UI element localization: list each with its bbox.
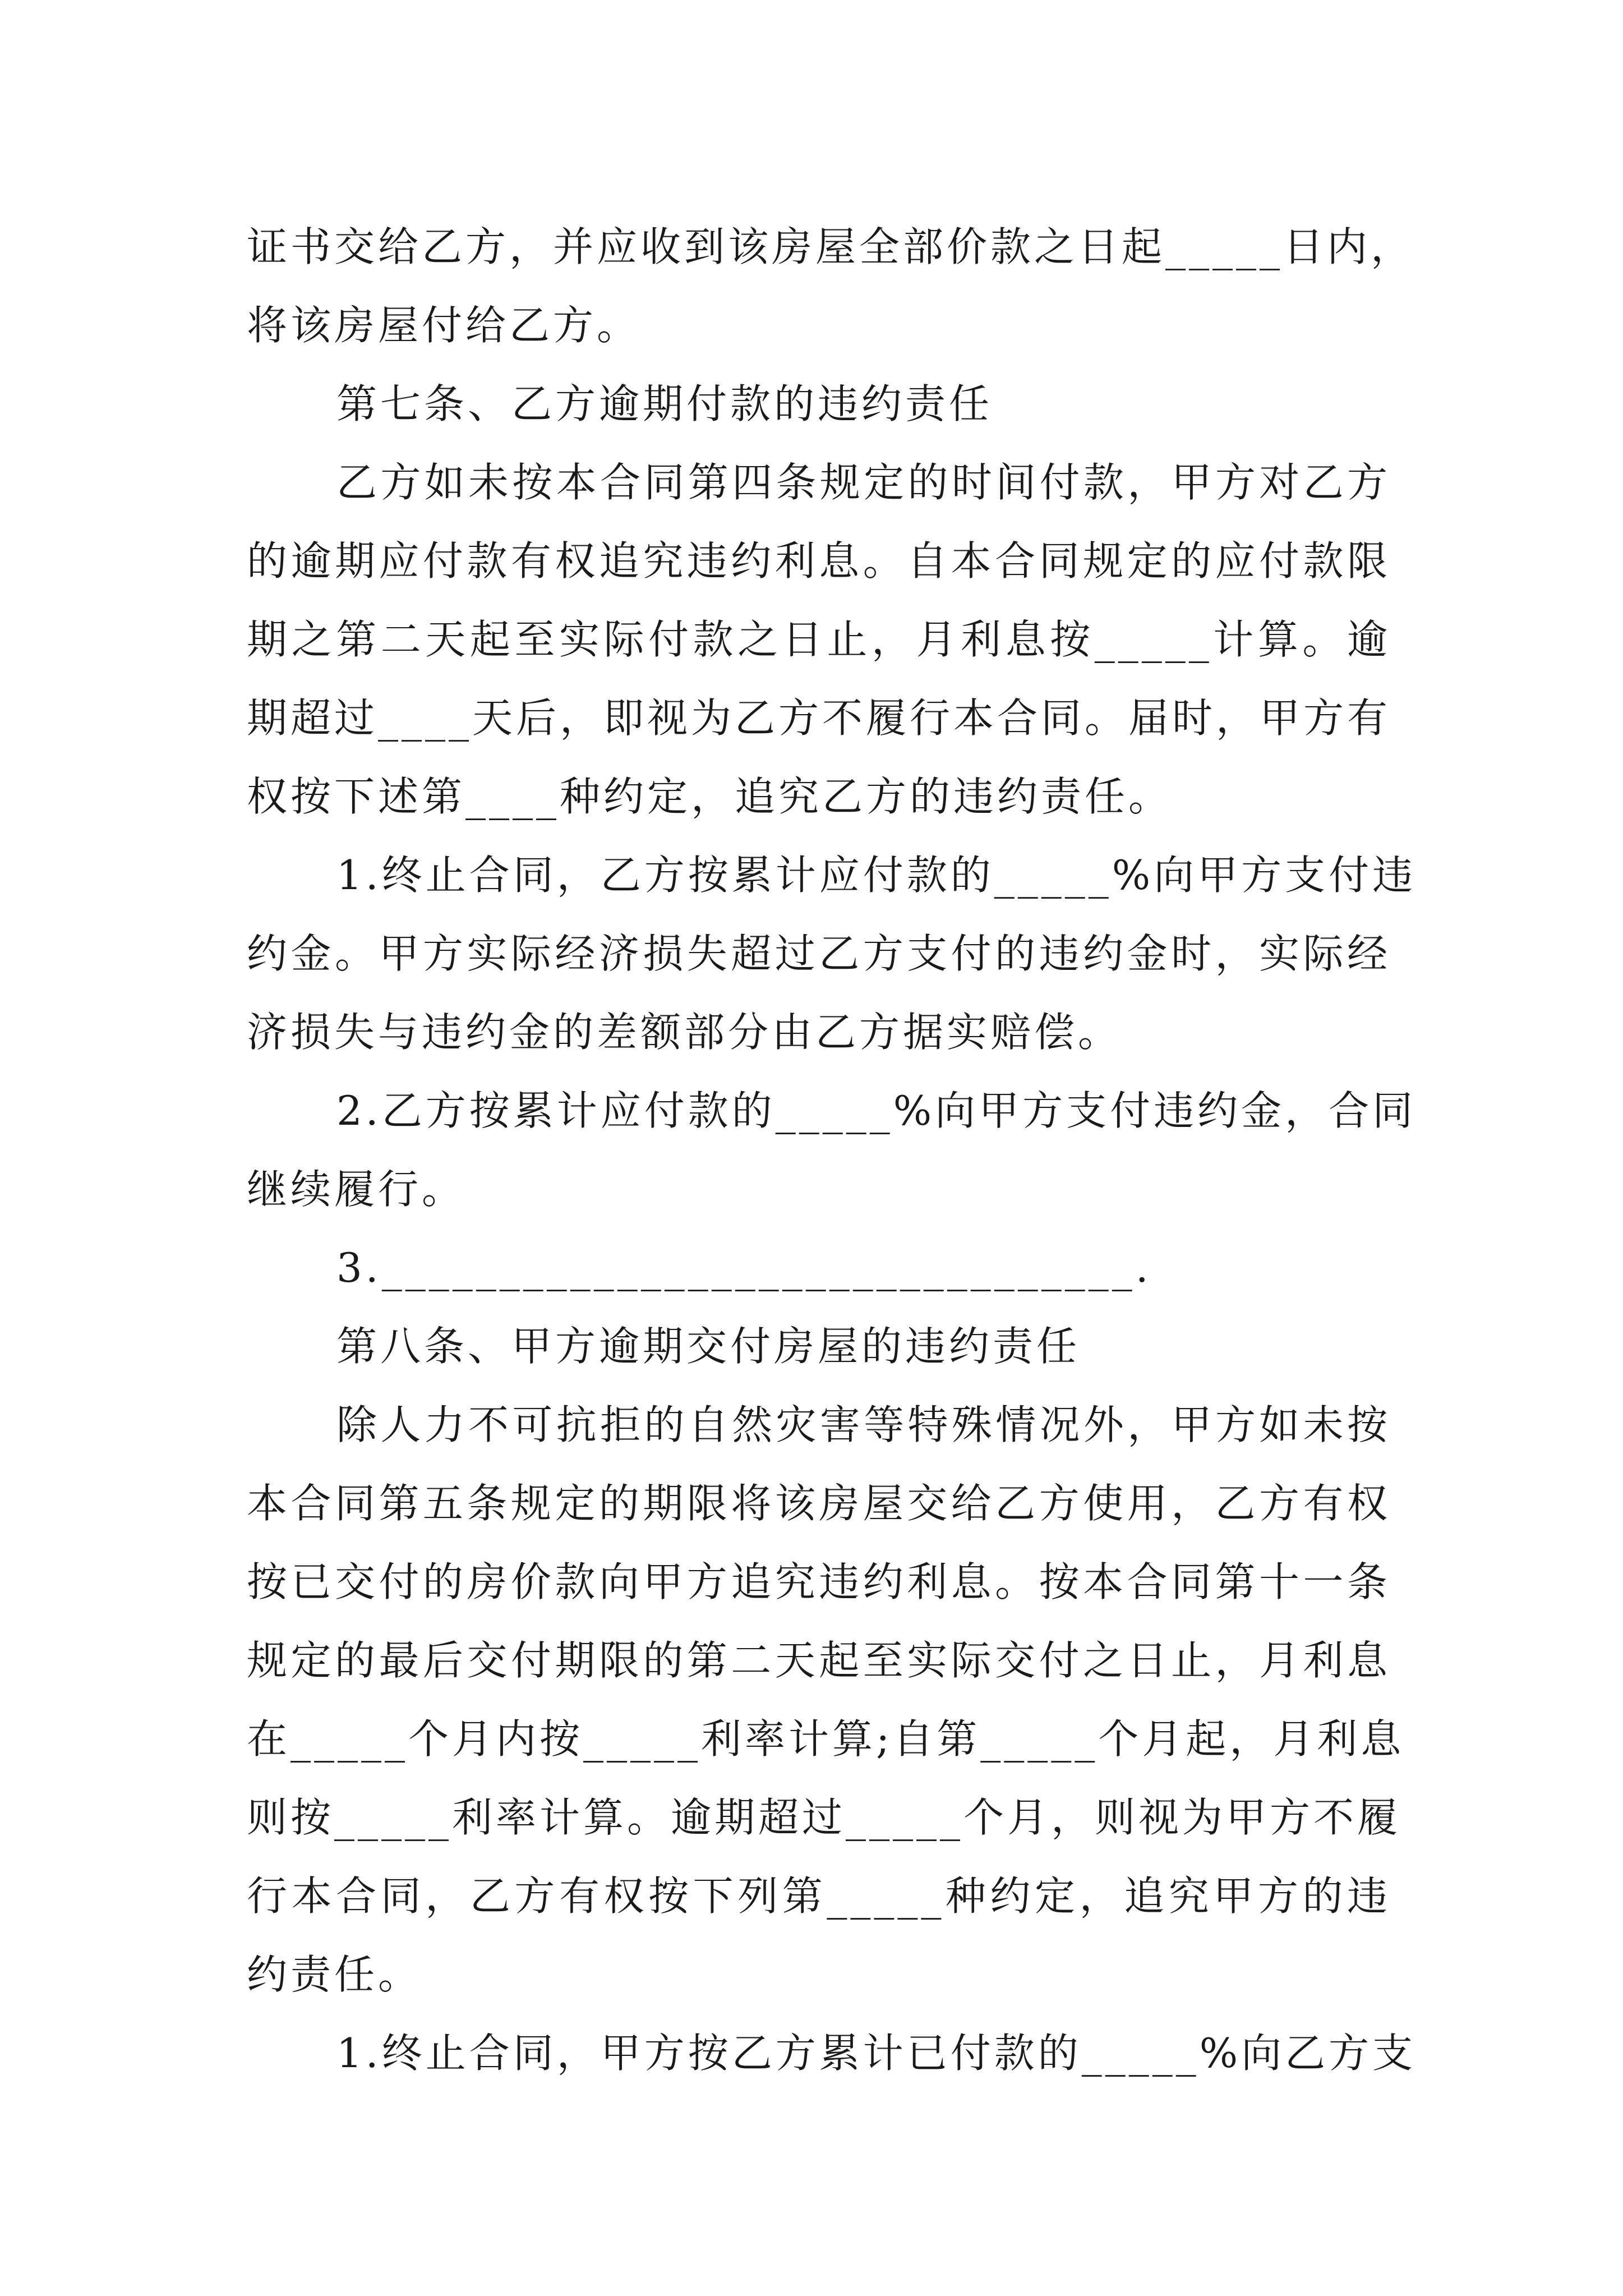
paragraph-line: 证书交给乙方，并应收到该房屋全部价款之日起_____日内， xyxy=(247,223,1415,270)
list-item: 1.终止合同，甲方按乙方累计已付款的_____%向乙方支 xyxy=(336,2030,1417,2077)
paragraph-line: 规定的最后交付期限的第二天起至实际交付之日止，月利息 xyxy=(247,1637,1391,1684)
paragraph-line: 按已交付的房价款向甲方追究违约利息。按本合同第十一条 xyxy=(247,1558,1391,1605)
paragraph-line: 将该房屋付给乙方。 xyxy=(247,302,641,349)
paragraph-line: 除人力不可抗拒的自然灾害等特殊情况外，甲方如未按 xyxy=(336,1401,1391,1448)
paragraph-line: 的逾期应付款有权追究违约利息。自本合同规定的应付款限 xyxy=(247,537,1391,585)
paragraph-line: 权按下述第____种约定，追究乙方的违约责任。 xyxy=(247,773,1173,820)
list-item: 1.终止合同，乙方按累计应付款的_____%向甲方支付违 xyxy=(336,852,1417,899)
paragraph-line: 在_____个月内按_____利率计算;自第_____个月起，月利息 xyxy=(247,1715,1405,1763)
paragraph-line: 济损失与违约金的差额部分由乙方据实赔偿。 xyxy=(247,1009,1122,1056)
paragraph-line: 行本合同，乙方有权按下列第_____种约定，追究甲方的违 xyxy=(247,1872,1391,1920)
article-heading: 第八条、甲方逾期交付房屋的违约责任 xyxy=(336,1323,1081,1370)
list-item: 2.乙方按累计应付款的_____%向甲方支付违约金，合同 xyxy=(336,1087,1417,1134)
paragraph-line: 期之第二天起至实际付款之日止，月利息按_____计算。逾 xyxy=(247,616,1391,663)
paragraph-line: 约责任。 xyxy=(247,1951,422,1998)
paragraph-line: 继续履行。 xyxy=(247,1166,466,1213)
list-item: 3.________________________________. xyxy=(336,1244,1152,1291)
paragraph-line: 期超过____天后，即视为乙方不履行本合同。届时，甲方有 xyxy=(247,694,1391,742)
paragraph-line: 则按_____利率计算。逾期超过_____个月，则视为甲方不履 xyxy=(247,1794,1401,1841)
paragraph-line: 约金。甲方实际经济损失超过乙方支付的违约金时，实际经 xyxy=(247,930,1391,977)
paragraph-line: 乙方如未按本合同第四条规定的时间付款，甲方对乙方 xyxy=(336,459,1391,506)
article-heading: 第七条、乙方逾期付款的违约责任 xyxy=(336,380,993,427)
paragraph-line: 本合同第五条规定的期限将该房屋交给乙方使用，乙方有权 xyxy=(247,1480,1391,1527)
